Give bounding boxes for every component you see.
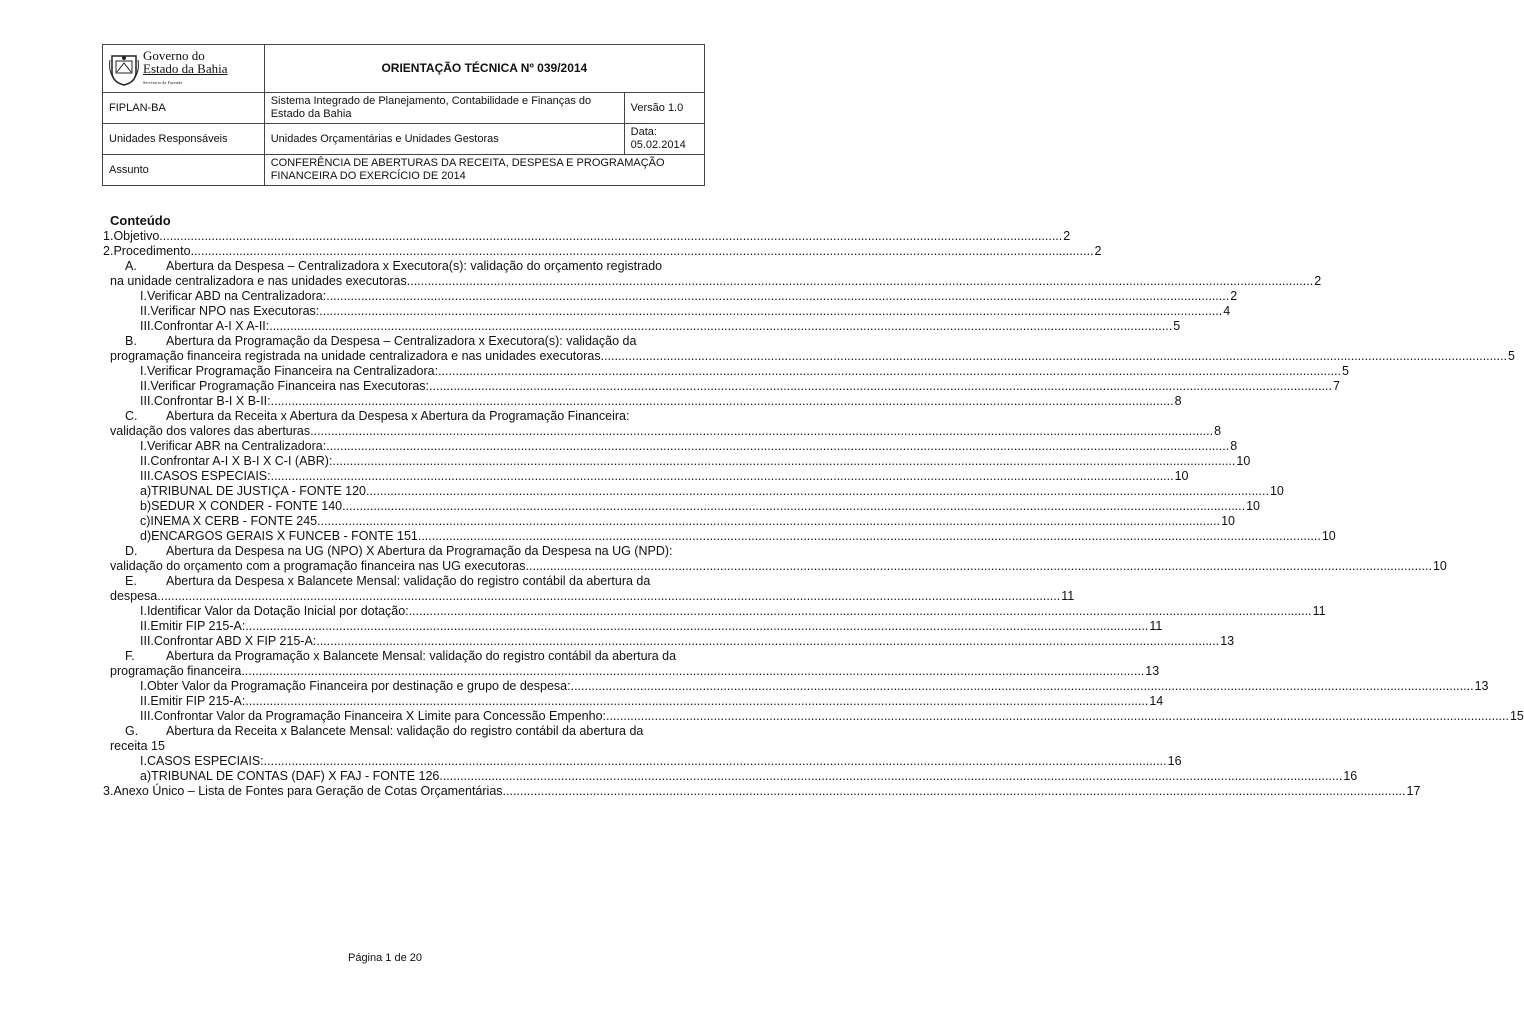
toc-entry-title: Abertura da Programação x Balancete Mensal: validação do registro contábil da abertura da — [166, 649, 677, 663]
toc-entry-number: G. — [125, 724, 139, 738]
toc-list — [103, 229, 1524, 799]
toc-entry-title: CASOS ESPECIAIS: — [153, 469, 271, 483]
header-table — [102, 44, 705, 186]
logo-cell — [103, 45, 265, 93]
toc-entry-number: 2. — [103, 244, 114, 258]
toc-entry-title-cont: na unidade centralizadora e nas unidades executoras. — [110, 274, 411, 288]
toc-entry-number: d) — [140, 529, 152, 543]
toc-entry-title: Verificar Programação Financeira nas Executoras: — [150, 379, 430, 393]
logo-subtitle: Secretaria da Fazenda — [143, 79, 183, 85]
toc-entry-number: I. — [140, 439, 147, 453]
toc-leader — [418, 529, 1321, 544]
toc-entry-page: 5 — [1173, 319, 1181, 333]
page-number: Página 1 de 20 — [347, 952, 422, 964]
toc-entry-number: B. — [125, 334, 137, 348]
toc-entry[interactable] — [110, 514, 1236, 529]
toc-entry[interactable] — [110, 259, 1322, 289]
toc-entry[interactable] — [103, 244, 1102, 259]
toc-leader — [245, 694, 1148, 709]
toc-entry-page: 2 — [1094, 244, 1102, 258]
toc-leader — [264, 754, 1167, 769]
toc-entry-title: Abertura da Despesa – Centralizadora x Executora(s): validação do orçamento registrado — [166, 259, 663, 273]
toc-entry-title: Confrontar A-I X A-II: — [153, 319, 270, 333]
toc-entry[interactable] — [110, 454, 1251, 469]
toc-entry-page: 10 — [1174, 469, 1189, 483]
table-of-contents — [103, 213, 1524, 799]
toc-entry[interactable] — [110, 379, 1340, 394]
toc-entry[interactable] — [110, 304, 1231, 319]
toc-entry-number: b) — [140, 499, 152, 513]
toc-entry-title: Confrontar A-I X B-I X C-I (ABR): — [150, 454, 333, 468]
toc-entry-title-cont: despesa — [110, 589, 158, 603]
document-title: ORIENTAÇÃO TÉCNICA Nº 039/2014 — [264, 45, 704, 93]
toc-entry[interactable] — [103, 784, 1421, 799]
toc-entry-number: II. — [140, 694, 151, 708]
toc-entry-title: Objetivo — [113, 229, 160, 243]
toc-entry-title: Confrontar Valor da Programação Financeira X Limite para Concessão Empenho: — [153, 709, 606, 723]
toc-entry-page: 11 — [1149, 619, 1163, 633]
toc-entry-title: Verificar ABR na Centralizadora: — [146, 439, 327, 453]
toc-entry-title: Abertura da Despesa x Balancete Mensal: validação do registro contábil da abertura da — [166, 574, 651, 588]
toc-leader — [319, 304, 1222, 319]
toc-entry-title: Verificar Programação Financeira na Centralizadora: — [146, 364, 439, 378]
toc-leader — [410, 274, 1313, 289]
toc-entry-page: 15 — [1509, 709, 1524, 723]
toc-entry-page: 16 — [1167, 754, 1182, 768]
toc-entry-number: D. — [125, 544, 138, 558]
toc-entry-number: I. — [140, 289, 147, 303]
toc-entry[interactable] — [110, 649, 1160, 679]
toc-entry-title-cont: programação financeira registrada na unidade centralizadora e nas unidades executoras. — [110, 349, 605, 363]
toc-entry[interactable] — [110, 544, 1447, 574]
toc-leader — [316, 634, 1219, 649]
toc-leader — [429, 379, 1332, 394]
toc-entry-page: 10 — [1236, 454, 1251, 468]
toc-entry-title: Anexo Único – Lista de Fontes para Geração de Cotas Orçamentárias — [113, 784, 503, 798]
units-value: Unidades Orçamentárias e Unidades Gestoras — [264, 124, 624, 155]
toc-entry-page: 5 — [1508, 349, 1515, 363]
toc-entry[interactable] — [110, 469, 1189, 484]
toc-entry-page: 2 — [1230, 289, 1238, 303]
toc-entry-number: II. — [140, 619, 151, 633]
toc-leader — [366, 484, 1269, 499]
toc-entry-number: F. — [125, 649, 135, 663]
toc-entry[interactable] — [110, 769, 1358, 784]
toc-leader — [159, 229, 1062, 244]
toc-entry-number: 3. — [103, 784, 114, 798]
toc-entry-number: c) — [140, 514, 151, 528]
toc-leader — [606, 709, 1509, 724]
toc-entry-page: 13 — [1220, 634, 1235, 648]
toc-entry-title: Abertura da Receita x Balancete Mensal: validação do registro contábil da abertura da — [166, 724, 644, 738]
toc-entry-page: 10 — [1432, 559, 1447, 573]
toc-entry-page: 17 — [1406, 784, 1421, 798]
toc-leader — [503, 784, 1406, 799]
toc-entry[interactable] — [110, 334, 1515, 364]
toc-leader — [157, 589, 1060, 604]
toc-entry[interactable] — [103, 229, 1071, 244]
toc-entry-number: I. — [140, 364, 147, 378]
toc-entry-number: III. — [140, 469, 154, 483]
toc-leader — [529, 559, 1432, 574]
subject-label: Assunto — [103, 155, 265, 186]
toc-entry[interactable] — [110, 364, 1349, 379]
toc-entry[interactable] — [110, 439, 1238, 454]
toc-entry-number: I. — [140, 679, 147, 693]
toc-entry-page: 8 — [1230, 439, 1238, 453]
toc-entry-page: 10 — [1321, 529, 1336, 543]
toc-entry[interactable] — [110, 724, 697, 754]
toc-leader — [439, 769, 1342, 784]
toc-entry[interactable] — [110, 754, 1182, 769]
toc-leader — [271, 394, 1174, 409]
toc-leader — [604, 349, 1507, 364]
toc-entry-title: Verificar NPO nas Executoras: — [150, 304, 320, 318]
version-value: Versão 1.0 — [624, 93, 704, 124]
toc-entry[interactable] — [110, 409, 1222, 439]
toc-entry[interactable] — [110, 694, 1164, 709]
toc-entry[interactable] — [110, 529, 1336, 544]
toc-entry[interactable] — [110, 499, 1261, 514]
government-logo — [103, 49, 264, 89]
toc-entry-number: III. — [140, 319, 154, 333]
toc-entry-page: 13 — [1145, 664, 1160, 678]
toc-entry-page: 2 — [1063, 229, 1071, 243]
toc-entry-number: III. — [140, 634, 154, 648]
toc-entry-page: 10 — [1221, 514, 1236, 528]
toc-entry[interactable] — [110, 319, 1181, 334]
toc-leader — [571, 679, 1474, 694]
toc-entry-title: Emitir FIP 215-A: — [150, 694, 246, 708]
toc-entry-title: CASOS ESPECIAIS: — [146, 754, 264, 768]
toc-entry-page: 10 — [1246, 499, 1261, 513]
system-value: Sistema Integrado de Planejamento, Contabilidade e Finanças do Estado da Bahia — [264, 93, 624, 124]
toc-entry-page: 10 — [1269, 484, 1284, 498]
toc-entry-title-cont: validação do orçamento com a programação financeira nas UG executoras. — [110, 559, 529, 573]
toc-entry-page: 14 — [1149, 694, 1164, 708]
toc-entry[interactable] — [110, 619, 1163, 634]
toc-entry-page: 16 — [1343, 769, 1358, 783]
toc-entry-page: 5 — [1342, 364, 1349, 378]
toc-entry-number: 1. — [103, 229, 114, 243]
toc-entry-number: II. — [140, 304, 151, 318]
logo-line2: Estado da Bahia — [143, 60, 228, 76]
toc-entry[interactable] — [110, 604, 1326, 619]
toc-entry-title: Abertura da Receita x Abertura da Despesa x Abertura da Programação Financeira: — [166, 409, 630, 423]
system-label: FIPLAN-BA — [103, 93, 265, 124]
toc-entry-number: a) — [140, 484, 152, 498]
toc-entry-title: INEMA X CERB - FONTE 245 — [150, 514, 318, 528]
logo-line1: Governo do — [143, 47, 205, 63]
toc-entry-number: III. — [140, 394, 154, 408]
toc-entry-title: Verificar ABD na Centralizadora: — [146, 289, 327, 303]
toc-entry-page: 8 — [1174, 394, 1182, 408]
toc-entry-title: Emitir FIP 215-A: — [150, 619, 246, 633]
toc-entry-page: 7 — [1333, 379, 1340, 393]
toc-leader — [409, 604, 1312, 619]
toc-entry-number: III. — [140, 709, 154, 723]
toc-entry-title: Confrontar ABD X FIP 215-A: — [153, 634, 317, 648]
toc-entry[interactable] — [110, 634, 1235, 649]
toc-leader — [269, 319, 1172, 334]
toc-entry-title: Procedimento — [113, 244, 191, 258]
toc-entry[interactable] — [110, 679, 1489, 694]
toc-entry-page: 11 — [1312, 604, 1326, 618]
toc-heading: Conteúdo — [110, 213, 171, 228]
toc-entry-number: II. — [140, 379, 151, 393]
toc-entry-title-cont: receita 15 — [110, 739, 165, 753]
date-value: Data: 05.02.2014 — [624, 124, 704, 155]
toc-entry-title: Obter Valor da Programação Financeira por destinação e grupo de despesa: — [146, 679, 571, 693]
toc-leader — [310, 424, 1213, 439]
toc-entry-page: 8 — [1214, 424, 1222, 438]
toc-entry-page: 2 — [1314, 274, 1322, 288]
toc-entry-page: 13 — [1474, 679, 1489, 693]
toc-leader — [271, 469, 1174, 484]
toc-leader — [326, 439, 1229, 454]
toc-entry-title: TRIBUNAL DE CONTAS (DAF) X FAJ - FONTE 126 — [151, 769, 440, 783]
toc-entry[interactable] — [110, 394, 1182, 409]
toc-leader — [332, 454, 1235, 469]
toc-leader — [342, 499, 1245, 514]
toc-entry-title: Identificar Valor da Dotação Inicial por dotação: — [146, 604, 409, 618]
toc-leader — [438, 364, 1341, 379]
toc-entry-number: a) — [140, 769, 152, 783]
toc-leader — [191, 244, 1094, 259]
toc-entry-title: Confrontar B-I X B-II: — [153, 394, 271, 408]
toc-entry-title-cont: programação financeira — [110, 664, 242, 678]
toc-entry-title: ENCARGOS GERAIS X FUNCEB - FONTE 151 — [151, 529, 418, 543]
toc-leader — [241, 664, 1144, 679]
toc-leader — [326, 289, 1229, 304]
toc-entry-number: II. — [140, 454, 151, 468]
toc-entry-title: Abertura da Programação da Despesa – Centralizadora x Executora(s): validação da — [166, 334, 637, 348]
toc-entry-title: TRIBUNAL DE JUSTIÇA - FONTE 120 — [151, 484, 366, 498]
toc-entry-number: A. — [125, 259, 137, 273]
toc-entry-page: 11 — [1061, 589, 1075, 603]
toc-entry-title: Abertura da Despesa na UG (NPO) X Abertura da Programação da Despesa na UG (NPD): — [166, 544, 673, 558]
toc-entry[interactable] — [110, 484, 1284, 499]
toc-entry-number: C. — [125, 409, 138, 423]
toc-leader — [245, 619, 1148, 634]
toc-entry-title-cont: validação dos valores das aberturas — [110, 424, 311, 438]
units-label: Unidades Responsáveis — [103, 124, 265, 155]
toc-entry-number: I. — [140, 754, 147, 768]
toc-entry-page: 4 — [1223, 304, 1231, 318]
toc-entry[interactable] — [110, 709, 1524, 724]
subject-value: CONFERÊNCIA DE ABERTURAS DA RECEITA, DESPESA E PROGRAMAÇÃO FINANCEIRA DO EXERCÍCIO DE 2014 — [264, 155, 704, 186]
crest-icon — [109, 52, 139, 86]
toc-entry-title: SEDUR X CONDER - FONTE 140 — [151, 499, 343, 513]
toc-leader — [317, 514, 1220, 529]
toc-entry-number: I. — [140, 604, 147, 618]
toc-entry[interactable] — [110, 574, 1075, 604]
toc-entry-number: E. — [125, 574, 137, 588]
toc-entry[interactable] — [110, 289, 1238, 304]
